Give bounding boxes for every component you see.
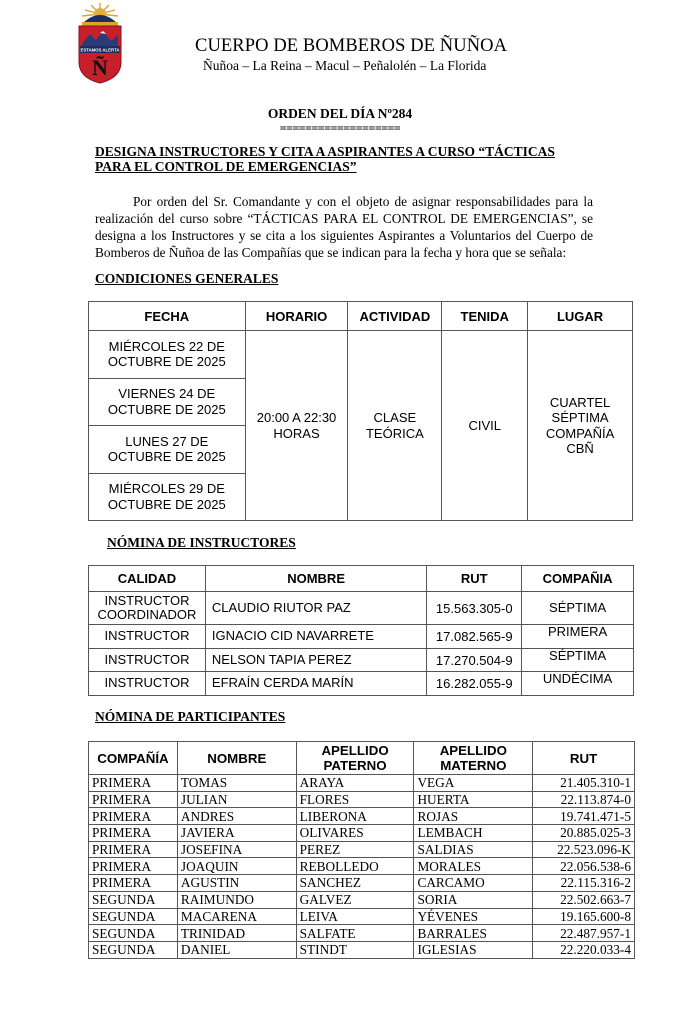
header-line: APELLIDO: [321, 743, 389, 758]
col-header-nombre: NOMBRE: [205, 566, 426, 592]
apellido-paterno-cell: SANCHEZ: [296, 875, 414, 892]
col-header-horario: HORARIO: [245, 302, 348, 331]
table-header-row: [89, 566, 634, 592]
lugar-line: COMPAÑÍA: [545, 425, 615, 441]
table-row: [89, 791, 635, 808]
apellido-paterno-cell: GALVEZ: [296, 891, 414, 908]
apellido-materno-cell: BARRALES: [414, 925, 533, 942]
table-row: [89, 775, 635, 792]
apellido-paterno-cell: PEREZ: [296, 841, 414, 858]
col-header-calidad: CALIDAD: [89, 566, 206, 592]
header-line: APELLIDO: [439, 743, 507, 758]
table-row: [89, 625, 634, 649]
date-line: OCTUBRE DE 2025: [107, 496, 226, 512]
apellido-paterno-cell: FLORES: [296, 791, 414, 808]
calidad-cell: INSTRUCTOR: [89, 672, 206, 696]
conditions-section-title: CONDICIONES GENERALES: [95, 271, 279, 286]
apellido-paterno-cell: LIBERONA: [296, 808, 414, 825]
date-line: OCTUBRE DE 2025: [107, 354, 226, 370]
date-cell: [89, 331, 246, 379]
compania-cell: SEGUNDA: [89, 925, 178, 942]
horario-line: 20:00 A 22:30: [256, 410, 337, 425]
rut-cell: 22.115.316-2: [533, 875, 635, 892]
table-row: [89, 941, 635, 958]
rut-cell: 15.563.305-0: [427, 592, 522, 625]
table-row: [89, 592, 634, 625]
calidad-cell: INSTRUCTOR: [89, 648, 206, 672]
fire-department-crest-logo: [76, 2, 124, 84]
compania-cell: SEGUNDA: [89, 908, 178, 925]
lugar-cell: [528, 331, 633, 521]
table-row: [89, 891, 635, 908]
rut-cell: 22.523.096-K: [533, 841, 635, 858]
apellido-materno-cell: CARCAMO: [414, 875, 533, 892]
instructors-section-title: NÓMINA DE INSTRUCTORES: [107, 535, 296, 550]
date-line: OCTUBRE DE 2025: [107, 449, 226, 465]
nombre-cell: EFRAÍN CERDA MARÍN: [205, 672, 426, 696]
nombre-cell: MACARENA: [177, 908, 296, 925]
compania-cell: UNDÉCIMA: [522, 672, 634, 696]
participants-table: [88, 741, 635, 959]
compania-cell: PRIMERA: [89, 775, 178, 792]
apellido-paterno-cell: STINDT: [296, 941, 414, 958]
table-row: [89, 808, 635, 825]
actividad-line: TEÓRICA: [365, 425, 424, 441]
participants-section-title: NÓMINA DE PARTICIPANTES: [95, 709, 286, 724]
apellido-paterno-cell: REBOLLEDO: [296, 858, 414, 875]
table-row: [89, 858, 635, 875]
nombre-cell: NELSON TAPIA PEREZ: [205, 648, 426, 672]
compania-cell: PRIMERA: [89, 791, 178, 808]
compania-cell: PRIMERA: [522, 625, 634, 649]
table-row: [89, 331, 633, 379]
rut-cell: 19.741.471-5: [533, 808, 635, 825]
col-header-paterno: [296, 742, 414, 775]
horario-cell: [245, 331, 348, 521]
col-header-materno: [414, 742, 533, 775]
participants-body: [89, 775, 635, 959]
compania-cell: PRIMERA: [89, 841, 178, 858]
crest-banner-text: ESTAMOS ALERTA: [80, 47, 120, 53]
compania-cell: PRIMERA: [89, 825, 178, 842]
organization-communes: Ñuñoa – La Reina – Macul – Peñalolén – La Florida: [203, 58, 487, 73]
date-line: MIÉRCOLES 29 DE: [108, 481, 225, 497]
nombre-cell: TRINIDAD: [177, 925, 296, 942]
order-subject: DESIGNA INSTRUCTORES Y CITA A ASPIRANTES A CURSO “TÁCTICAS PARA EL CONTROL DE EMERGENCIAS”: [95, 144, 555, 174]
date-cell: [89, 378, 246, 426]
col-header-compania: COMPAÑIA: [522, 566, 634, 592]
nombre-cell: IGNACIO CID NAVARRETE: [205, 625, 426, 649]
date-cell: [89, 426, 246, 474]
intro-paragraph: Por orden del Sr. Comandante y con el objeto de asignar responsabilidades para la realización del curso sobre “TÁCTICAS PARA EL CONTROL DE EMERGENCIAS”, se designa a los Instructores y se cita a los siguientes Aspirantes a Voluntarios del Cuerpo de Bomberos de Ñuñoa de las Compañías que se indican para la fecha y hora que se señala:: [95, 194, 593, 260]
rut-cell: 22.487.957-1: [533, 925, 635, 942]
date-line: OCTUBRE DE 2025: [107, 401, 226, 417]
col-header-compania: COMPAÑÍA: [89, 742, 178, 775]
compania-cell: PRIMERA: [89, 875, 178, 892]
col-header-actividad: ACTIVIDAD: [348, 302, 442, 331]
apellido-materno-cell: ROJAS: [414, 808, 533, 825]
header-line: PATERNO: [323, 758, 387, 773]
col-header-nombre: NOMBRE: [177, 742, 296, 775]
rut-cell: 22.056.538-6: [533, 858, 635, 875]
rut-cell: 22.113.874-0: [533, 791, 635, 808]
col-header-tenida: TENIDA: [442, 302, 528, 331]
date-line: VIERNES 24 DE: [118, 386, 216, 402]
compania-cell: SEGUNDA: [89, 891, 178, 908]
apellido-materno-cell: YÉVENES: [414, 908, 533, 925]
rut-cell: 22.502.663-7: [533, 891, 635, 908]
apellido-paterno-cell: ARAYA: [296, 775, 414, 792]
letterhead: [0, 0, 680, 95]
calidad-cell: INSTRUCTOR: [89, 625, 206, 649]
table-row: [89, 672, 634, 696]
table-header-row: [89, 302, 633, 331]
rut-cell: 16.282.055-9: [427, 672, 522, 696]
apellido-materno-cell: SALDIAS: [414, 841, 533, 858]
actividad-line: CLASE: [373, 410, 417, 425]
lugar-line: SÉPTIMA: [551, 410, 609, 425]
nombre-cell: AGUSTIN: [177, 875, 296, 892]
rut-cell: 17.270.504-9: [427, 648, 522, 672]
nombre-cell: CLAUDIO RIUTOR PAZ: [205, 592, 426, 625]
col-header-rut: RUT: [427, 566, 522, 592]
compania-cell: SEGUNDA: [89, 941, 178, 958]
col-header-fecha: FECHA: [89, 302, 246, 331]
nombre-cell: JAVIERA: [177, 825, 296, 842]
nombre-cell: JOSEFINA: [177, 841, 296, 858]
calidad-line: COORDINADOR: [97, 607, 197, 622]
conditions-table: [88, 301, 633, 521]
nombre-cell: RAIMUNDO: [177, 891, 296, 908]
table-row: [89, 825, 635, 842]
calidad-line: INSTRUCTOR: [104, 592, 190, 608]
rut-cell: 19.165.600-8: [533, 908, 635, 925]
rut-cell: 22.220.033-4: [533, 941, 635, 958]
header-line: MATERNO: [440, 758, 507, 773]
table-row: [89, 925, 635, 942]
apellido-paterno-cell: LEIVA: [296, 908, 414, 925]
rut-cell: 20.885.025-3: [533, 825, 635, 842]
col-header-lugar: LUGAR: [528, 302, 633, 331]
apellido-materno-cell: IGLESIAS: [414, 941, 533, 958]
tenida-cell: CIVIL: [442, 331, 528, 521]
rut-cell: 17.082.565-9: [427, 625, 522, 649]
calidad-cell: [89, 592, 206, 625]
compania-cell: SÉPTIMA: [522, 592, 634, 625]
table-row: [89, 841, 635, 858]
lugar-line: CUARTEL: [549, 394, 611, 410]
compania-cell: SÉPTIMA: [522, 648, 634, 672]
nombre-cell: TOMAS: [177, 775, 296, 792]
apellido-materno-cell: SORIA: [414, 891, 533, 908]
date-line: MIÉRCOLES 22 DE: [108, 338, 225, 354]
nombre-cell: JULIAN: [177, 791, 296, 808]
table-header-row: [89, 742, 635, 775]
order-title-rule: ===================: [279, 121, 401, 135]
apellido-materno-cell: MORALES: [414, 858, 533, 875]
date-line: LUNES 27 DE: [125, 433, 209, 449]
apellido-materno-cell: LEMBACH: [414, 825, 533, 842]
table-row: [89, 648, 634, 672]
apellido-materno-cell: HUERTA: [414, 791, 533, 808]
nombre-cell: ANDRES: [177, 808, 296, 825]
nombre-cell: DANIEL: [177, 941, 296, 958]
crest-letter: Ñ: [92, 55, 108, 80]
lugar-line: CBÑ: [566, 441, 594, 456]
horario-line: HORAS: [273, 425, 320, 441]
nombre-cell: JOAQUIN: [177, 858, 296, 875]
actividad-cell: [348, 331, 442, 521]
compania-cell: PRIMERA: [89, 858, 178, 875]
apellido-paterno-cell: SALFATE: [296, 925, 414, 942]
instructors-table: [88, 565, 634, 696]
date-cell: [89, 473, 246, 521]
rut-cell: 21.405.310-1: [533, 775, 635, 792]
apellido-materno-cell: VEGA: [414, 775, 533, 792]
organization-name: CUERPO DE BOMBEROS DE ÑUÑOA: [195, 36, 508, 56]
table-row: [89, 908, 635, 925]
apellido-paterno-cell: OLIVARES: [296, 825, 414, 842]
compania-cell: PRIMERA: [89, 808, 178, 825]
col-header-rut: RUT: [533, 742, 635, 775]
table-row: [89, 875, 635, 892]
order-title: ORDEN DEL DÍA Nº284: [267, 106, 413, 121]
